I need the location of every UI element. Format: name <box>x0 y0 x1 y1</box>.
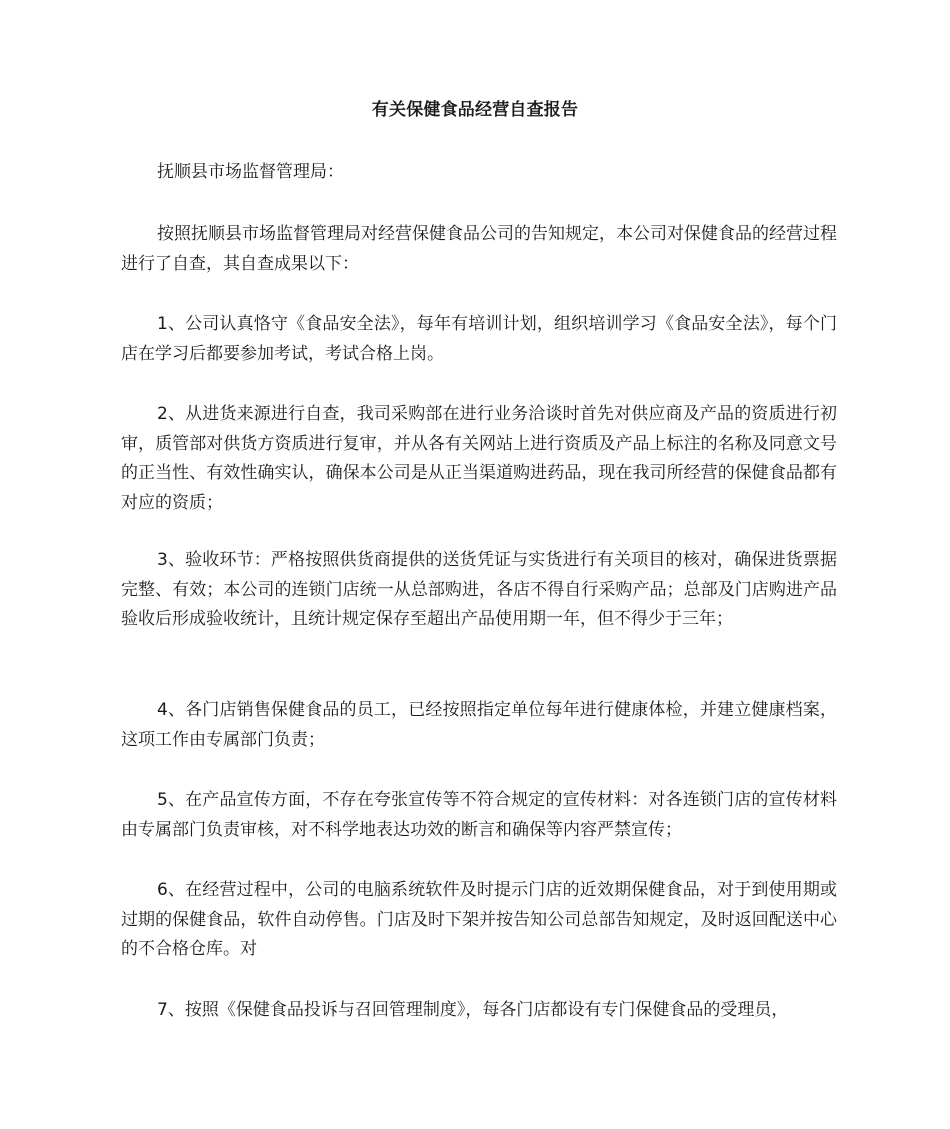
item-paragraph-5: 5、在产品宣传方面，不存在夸张宣传等不符合规定的宣传材料：对各连锁门店的宣传材料由专属部门负责审核，对不科学地表达功效的断言和确保等内容严禁宣传； <box>121 790 837 840</box>
salutation: 抚顺县市场监督管理局： <box>157 162 344 182</box>
item-paragraph-2: 2、从进货来源进行自查，我司采购部在进行业务洽谈时首先对供应商及产品的资质进行初审，质管部对供货方资质进行复审，并从各有关网站上进行资质及产品上标注的名称及同意文号的正当性、有效性确实认，确保本公司是从正当渠道购进药品，现在我司所经营的保健食品都有对应的资质； <box>121 404 837 513</box>
item-paragraph-7: 7、按照《保健食品投诉与召回管理制度》，每各门店都设有专门保健食品的受理员， <box>157 1000 789 1020</box>
item-paragraph-3: 3、验收环节：严格按照供货商提供的送货凭证与实货进行有关项目的核对，确保进货票据完整、有效；本公司的连锁门店统一从总部购进，各店不得自行采购产品；总部及门店购进产品验收后形成验收统计，且统计规定保存至超出产品使用期一年，但不得少于三年； <box>121 550 837 629</box>
document-title: 有关保健食品经营自查报告 <box>371 100 579 120</box>
item-paragraph-6: 6、在经营过程中，公司的电脑系统软件及时提示门店的近效期保健食品，对于到使用期或过期的保健食品，软件自动停售。门店及时下架并按告知公司总部告知规定，及时返回配送中心的不合格仓库。对 <box>121 880 837 959</box>
item-paragraph-1: 1、公司认真恪守《食品安全法》，每年有培训计划，组织培训学习《食品安全法》，每个门店在学习后都要参加考试，考试合格上岗。 <box>121 314 837 364</box>
intro-paragraph: 按照抚顺县市场监督管理局对经营保健食品公司的告知规定，本公司对保健食品的经营过程进行了自查，其自查成果以下： <box>121 224 837 274</box>
item-paragraph-4: 4、各门店销售保健食品的员工，已经按照指定单位每年进行健康体检，并建立健康档案，这项工作由专属部门负责； <box>121 700 837 750</box>
